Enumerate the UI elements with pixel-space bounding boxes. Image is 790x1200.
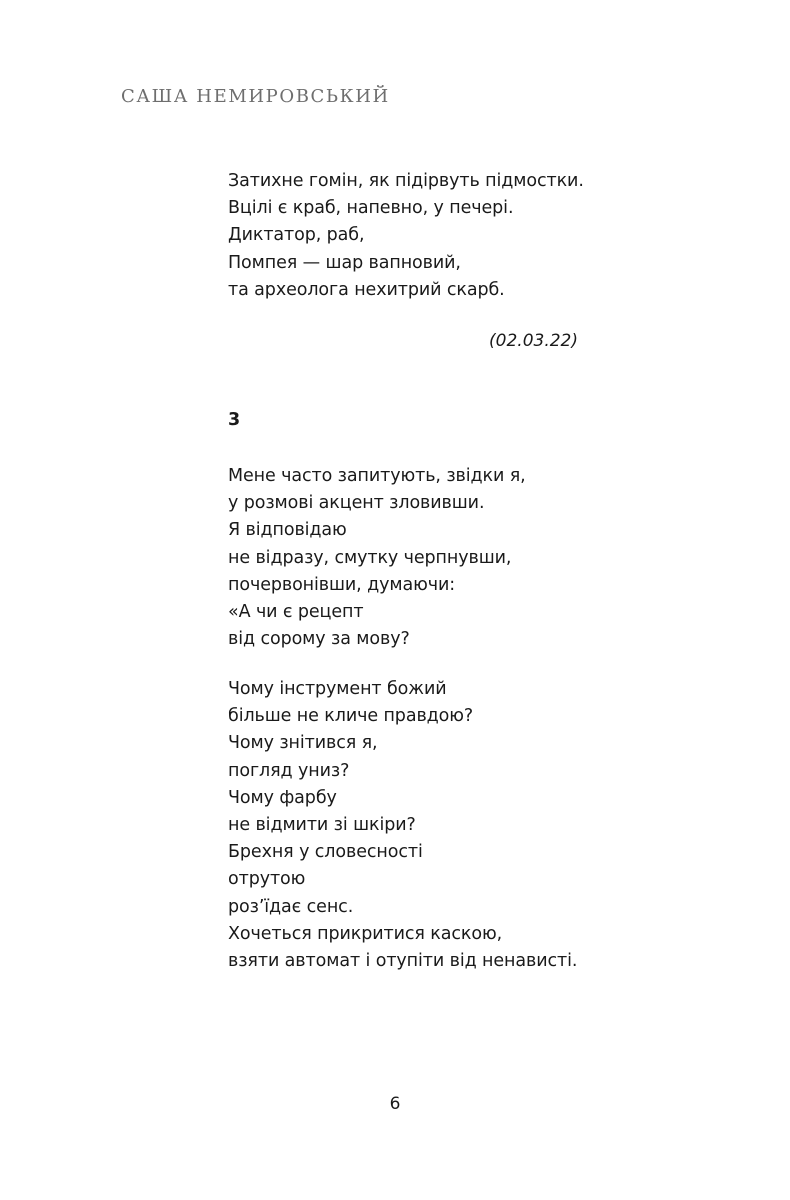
poem-line: Хочеться прикритися каскою, bbox=[228, 923, 503, 944]
poem-line: Чому інструмент божий bbox=[228, 679, 447, 699]
poem-line: роз’їдає сенс. bbox=[228, 896, 354, 917]
poem-line: не відмити зі шкіри? bbox=[228, 815, 416, 836]
running-head: САША НЕМИРОВСЬКИЙ bbox=[121, 86, 390, 107]
poem-date: (02.03.22) bbox=[489, 331, 578, 351]
poem-line: у розмові акцент зловивши. bbox=[228, 493, 485, 514]
poem-line: Чому знітився я, bbox=[228, 733, 378, 754]
poem-line: «А чи є рецепт bbox=[228, 602, 364, 623]
poem-line: більше не кличе правдою? bbox=[228, 706, 474, 727]
poem-3-stanza-1 bbox=[228, 463, 526, 653]
poem-line: Диктатор, раб, bbox=[228, 225, 365, 246]
poem-line: почервонівши, думаючи: bbox=[228, 574, 456, 595]
poem-3-stanza-2 bbox=[228, 676, 577, 975]
poem-end-stanza bbox=[228, 168, 584, 304]
poem-line: Брехня у словесності bbox=[228, 842, 423, 863]
poem-line: взяти автомат і отупіти від ненависті. bbox=[228, 951, 578, 972]
poem-line: Вцілі є краб, напевно, у печері. bbox=[228, 198, 514, 219]
poem-line: від сорому за мову? bbox=[228, 629, 410, 650]
poem-line: Мене часто запитують, звідки я, bbox=[228, 466, 526, 486]
poem-line: не відразу, смутку черпнувши, bbox=[228, 547, 512, 568]
poem-line: Помпея — шар вапновий, bbox=[228, 252, 461, 273]
poem-line: отрутою bbox=[228, 869, 306, 890]
poem-line: Чому фарбу bbox=[228, 787, 337, 808]
page-number: 6 bbox=[389, 1094, 401, 1114]
poem-line: Я відповідаю bbox=[228, 520, 347, 541]
poem-line: Затихне гомін, як підірвуть підмостки. bbox=[228, 171, 584, 191]
poem-line: погляд униз? bbox=[228, 760, 350, 781]
poem-line: та археолога нехитрий скарб. bbox=[228, 279, 505, 300]
poem-number: 3 bbox=[228, 410, 241, 430]
